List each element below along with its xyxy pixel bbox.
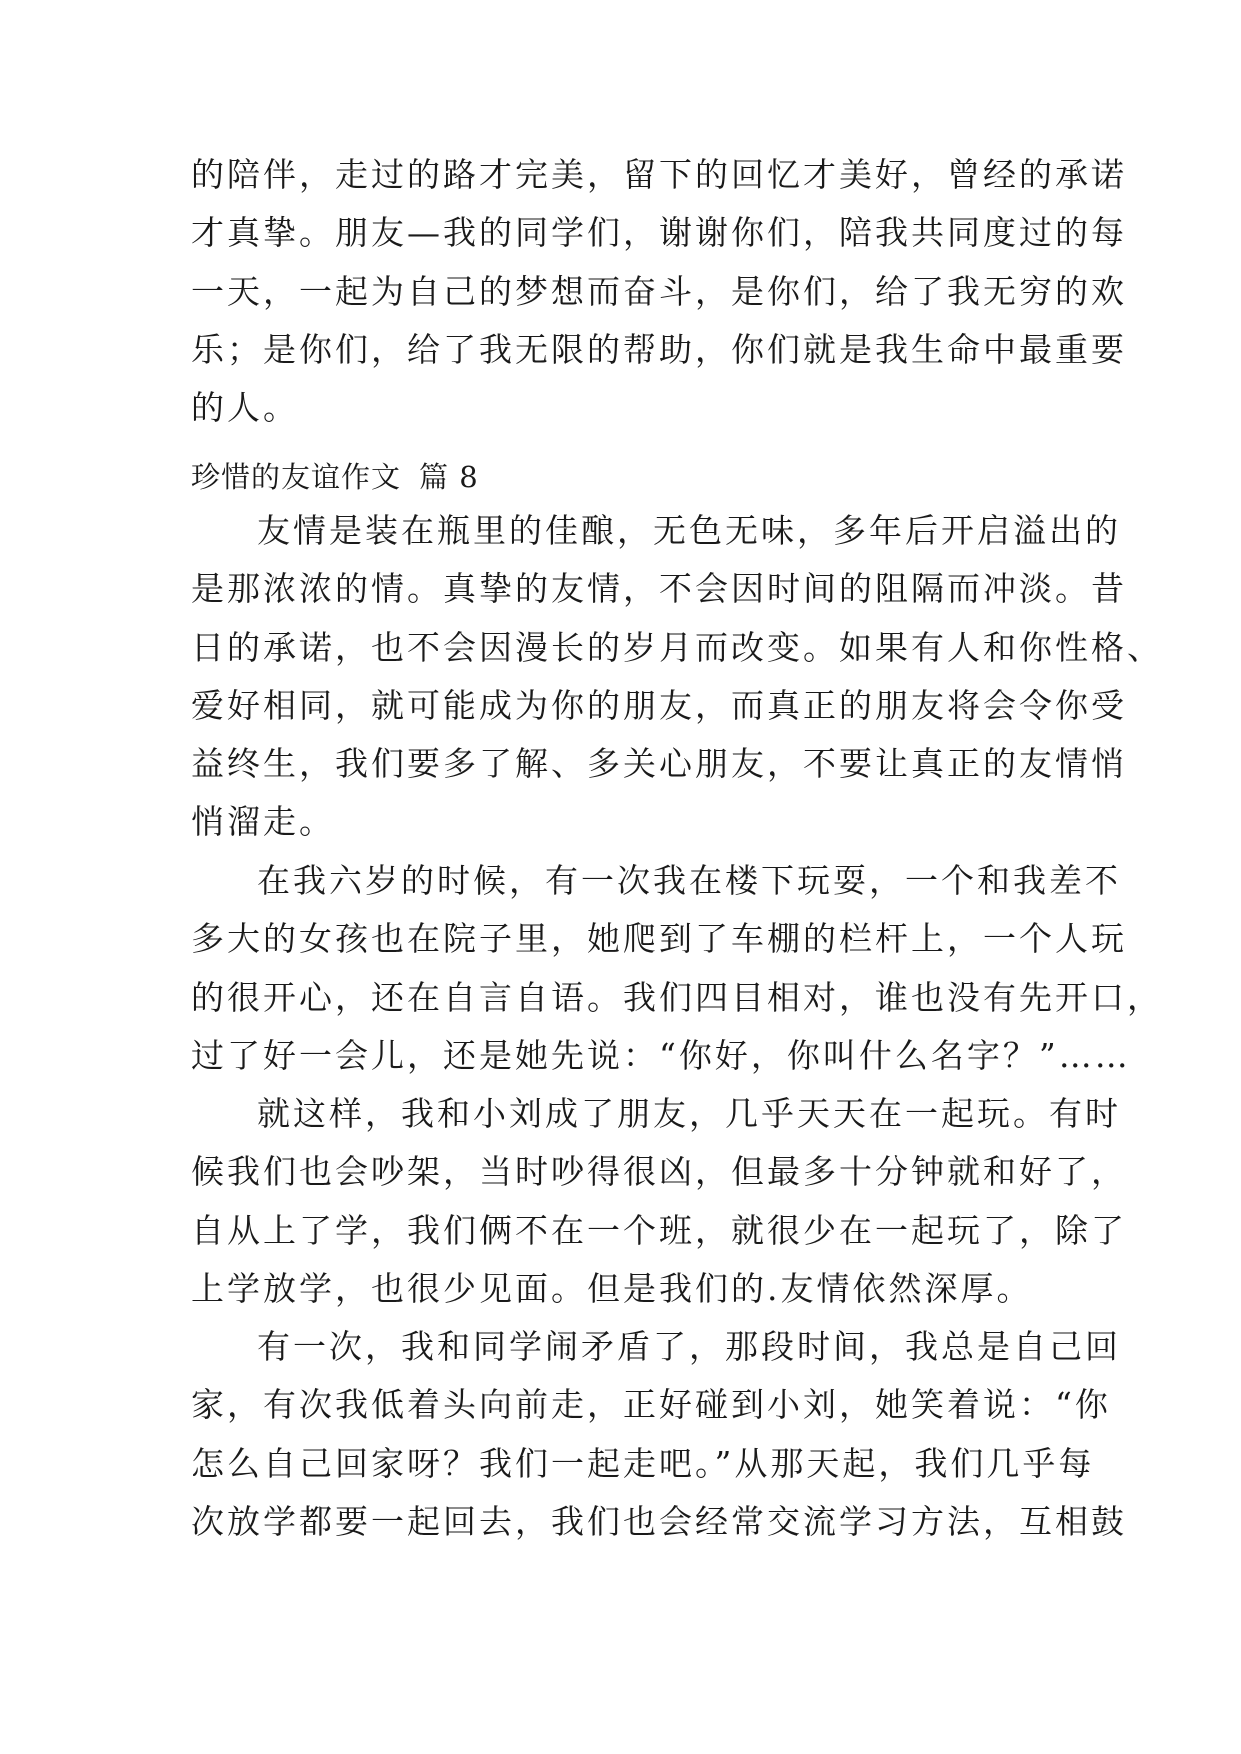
text-line: 怎么自己回家呀？我们一起走吧。”从那天起，我们几乎每	[191, 1443, 1095, 1483]
text-line: 有一次，我和同学闹矛盾了，那段时间，我总是自己回	[257, 1327, 1121, 1366]
text-line: 益终生，我们要多了解、多关心朋友，不要让真正的友情悄	[191, 744, 1127, 784]
text-line: 友情是装在瓶里的佳酿，无色无味，多年后开启溢出的	[257, 511, 1121, 550]
text-line: 是那浓浓的情。真挚的友情，不会因时间的阻隔而冲淡。昔	[191, 569, 1127, 609]
text-line: 多大的女孩也在院子里，她爬到了车棚的栏杆上，一个人玩	[191, 919, 1127, 959]
paragraph	[191, 852, 1163, 1085]
text-line: 候我们也会吵架，当时吵得很凶，但最多十分钟就和好了，	[191, 1152, 1127, 1192]
text-line: 家，有次我低着头向前走，正好碰到小刘，她笑着说：“你	[191, 1385, 1111, 1425]
section-number: 篇 8	[419, 460, 479, 494]
text-line: 一天，一起为自己的梦想而奋斗，是你们，给了我无穷的欢	[191, 271, 1127, 311]
text-line: 在我六岁的时候，有一次我在楼下玩耍，一个和我差不	[257, 861, 1121, 900]
paragraph	[191, 502, 1163, 852]
text-line: 的人。	[191, 388, 299, 428]
text-line: 日的承诺，也不会因漫长的岁月而改变。如果有人和你性格、	[191, 627, 1163, 667]
paragraph	[191, 1318, 1127, 1551]
text-line: 过了好一会儿，还是她先说：“你好，你叫什么名字？”……	[191, 1035, 1131, 1075]
text-line: 上学放学，也很少见面。但是我们的.友情依然深厚。	[191, 1268, 1033, 1308]
text-line: 自从上了学，我们俩不在一个班，就很少在一起玩了，除了	[191, 1210, 1127, 1250]
text-line: 的很开心，还在自言自语。我们四目相对，谁也没有先开口，	[191, 977, 1163, 1017]
section-heading	[191, 452, 479, 502]
text-line: 爱好相同，就可能成为你的朋友，而真正的朋友将会令你受	[191, 685, 1127, 725]
text-line: 乐；是你们，给了我无限的帮助，你们就是我生命中最重要	[191, 329, 1127, 369]
section-title: 珍惜的友谊作文	[191, 460, 402, 494]
intro-paragraph	[191, 146, 1127, 437]
text-line: 次放学都要一起回去，我们也会经常交流学习方法，互相鼓	[191, 1501, 1127, 1541]
paragraph	[191, 1085, 1127, 1318]
text-line: 才真挚。朋友—我的同学们，谢谢你们，陪我共同度过的每	[191, 213, 1127, 253]
text-line: 悄溜走。	[191, 802, 335, 842]
text-line: 就这样，我和小刘成了朋友，几乎天天在一起玩。有时	[257, 1094, 1121, 1133]
text-line: 的陪伴，走过的路才完美，留下的回忆才美好，曾经的承诺	[191, 155, 1127, 194]
